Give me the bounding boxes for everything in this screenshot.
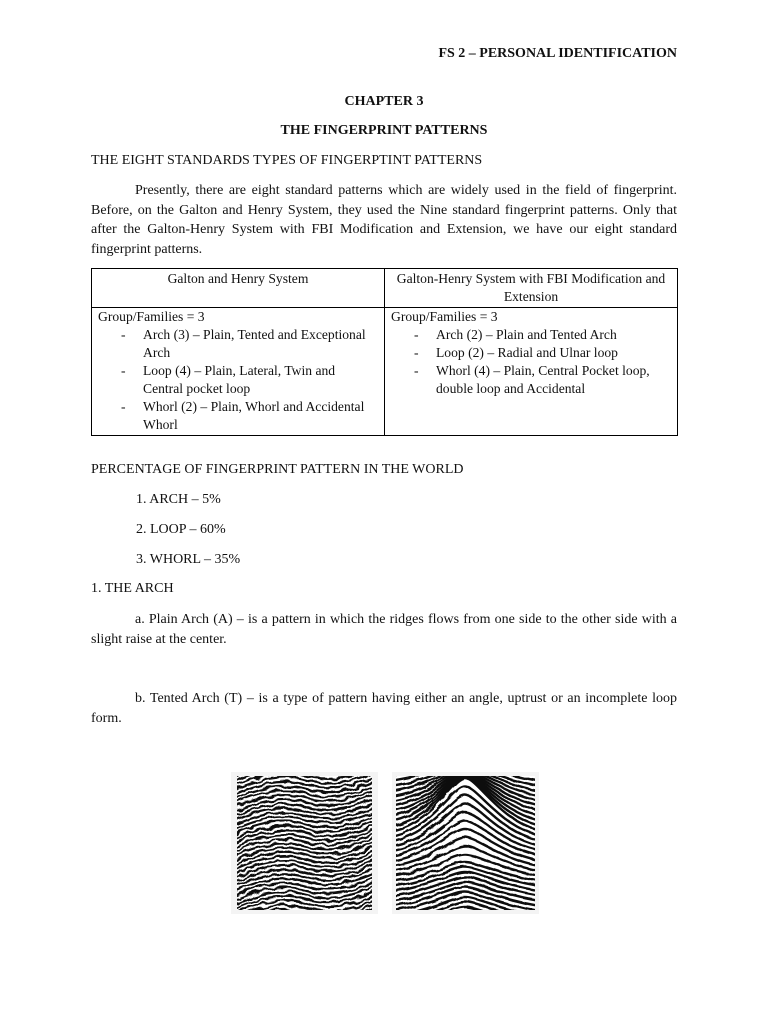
percentage-item-arch: 1. ARCH – 5% <box>136 492 221 507</box>
list-item: - Loop (4) – Plain, Lateral, Twin and Central pocket loop <box>98 362 378 398</box>
section-heading-percentage: PERCENTAGE OF FINGERPRINT PATTERN IN THE WORLD <box>91 462 464 477</box>
page-title: THE FINGERPRINT PATTERNS <box>280 123 488 138</box>
tented-arch-paragraph: b. Tented Arch (T) – is a type of pattern having either an angle, uptrust or an incomplete loop form. <box>91 691 677 726</box>
section-heading-types: THE EIGHT STANDARDS TYPES OF FINGERPTINT PATTERNS <box>91 153 483 168</box>
list-item: - Arch (3) – Plain, Tented and Exceptional Arch <box>98 326 378 362</box>
chapter-label: CHAPTER 3 <box>344 94 424 109</box>
pattern-list <box>98 326 378 434</box>
list-item: - Loop (2) – Radial and Ulnar loop <box>391 344 671 362</box>
table-cell-galton-henry <box>92 308 385 436</box>
arch-heading: 1. THE ARCH <box>91 581 174 596</box>
table-cell-fbi <box>385 308 678 436</box>
list-item: - Arch (2) – Plain and Tented Arch <box>391 326 671 344</box>
table-header-fbi: Galton-Henry System with FBI Modification and Extension <box>385 269 678 308</box>
pattern-list <box>391 326 671 398</box>
group-label: Group/Families = 3 <box>98 309 205 324</box>
plain-arch-paragraph: a. Plain Arch (A) – is a pattern in which the ridges flows from one side to the other side with a slight raise at the center. <box>91 612 677 647</box>
table-header-galton-henry: Galton and Henry System <box>92 269 385 308</box>
list-item: - Whorl (4) – Plain, Central Pocket loop, double loop and Accidental <box>391 362 671 398</box>
comparison-table-wrapper <box>91 268 678 436</box>
percentage-item-loop: 2. LOOP – 60% <box>136 522 226 537</box>
tented-arch-fingerprint-image <box>392 772 539 914</box>
plain-arch-fingerprint-image <box>231 772 378 914</box>
comparison-table <box>91 268 678 436</box>
list-item: - Whorl (2) – Plain, Whorl and Accidental Whorl <box>98 398 378 434</box>
intro-paragraph: Presently, there are eight standard patterns which are widely used in the field of fingerprint. Before, on the Galton and Henry System, they used the Nine standard fingerprint patterns. Only that after the Galton-Henry System with FBI Modification and Extension, we have our eight standard fingerprint patterns. <box>91 183 677 257</box>
running-header: FS 2 – PERSONAL IDENTIFICATION <box>438 46 677 61</box>
group-label: Group/Families = 3 <box>391 309 498 324</box>
percentage-item-whorl: 3. WHORL – 35% <box>136 552 241 567</box>
